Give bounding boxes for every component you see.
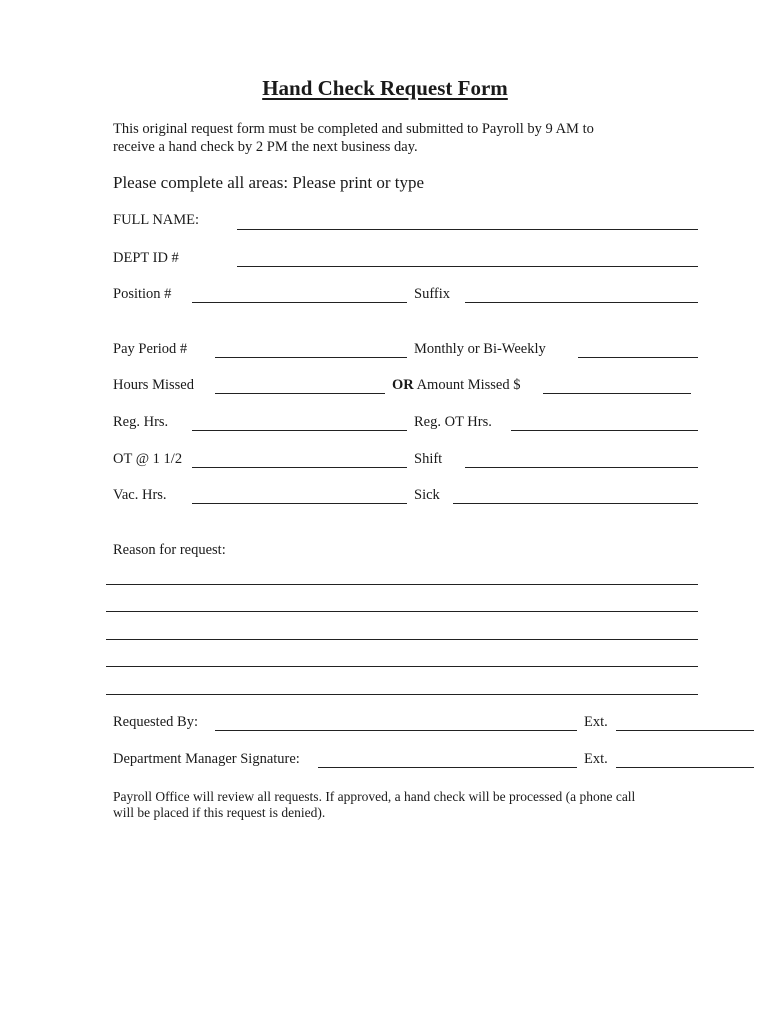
amount-missed-text: Amount Missed $	[413, 377, 521, 393]
footer-note-line-2: will be placed if this request is denied).	[113, 805, 326, 820]
monthly-biweekly-field[interactable]	[578, 357, 698, 358]
requested-by-label: Requested By:	[113, 714, 198, 730]
hours-missed-field[interactable]	[215, 393, 385, 394]
dept-manager-signature-label: Department Manager Signature:	[113, 751, 300, 767]
shift-label: Shift	[414, 451, 443, 467]
suffix-field[interactable]	[465, 302, 698, 303]
amount-missed-label	[392, 377, 521, 394]
ot-label: OT @ 1 1/2	[113, 451, 183, 467]
reason-line-1[interactable]	[106, 584, 698, 585]
ext-label-2: Ext.	[584, 751, 608, 767]
intro-line-2: receive a hand check by 2 PM the next business day.	[113, 139, 418, 155]
dept-id-field[interactable]	[237, 266, 698, 267]
vac-hrs-field[interactable]	[192, 503, 407, 504]
reason-line-4[interactable]	[106, 666, 698, 667]
pay-period-field[interactable]	[215, 357, 407, 358]
reason-label: Reason for request:	[113, 542, 226, 558]
intro-line-1: This original request form must be completed and submitted to Payroll by 9 AM to	[113, 121, 594, 137]
reg-ot-hrs-field[interactable]	[511, 430, 698, 431]
position-label: Position #	[113, 286, 172, 302]
full-name-field[interactable]	[237, 229, 698, 230]
suffix-label: Suffix	[414, 286, 450, 302]
sick-field[interactable]	[453, 503, 698, 504]
sick-label: Sick	[414, 487, 440, 503]
ext-field-1[interactable]	[616, 730, 754, 731]
instructions: Please complete all areas: Please print or type	[113, 173, 425, 192]
amount-missed-field[interactable]	[543, 393, 691, 394]
ot-field[interactable]	[192, 467, 407, 468]
monthly-biweekly-label: Monthly or Bi-Weekly	[414, 341, 546, 357]
reg-hrs-label: Reg. Hrs.	[113, 414, 169, 430]
dept-id-label: DEPT ID #	[113, 250, 179, 266]
reason-line-5[interactable]	[106, 694, 698, 695]
full-name-label: FULL NAME:	[113, 212, 200, 228]
reg-ot-hrs-label: Reg. OT Hrs.	[414, 414, 492, 430]
vac-hrs-label: Vac. Hrs.	[113, 487, 167, 503]
shift-field[interactable]	[465, 467, 698, 468]
reason-line-3[interactable]	[106, 639, 698, 640]
hours-missed-label: Hours Missed	[113, 377, 194, 393]
dept-manager-signature-field[interactable]	[318, 767, 577, 768]
footer-note-line-1: Payroll Office will review all requests. If approved, a hand check will be processed (a phone call	[113, 789, 636, 804]
ext-label-1: Ext.	[584, 714, 608, 730]
pay-period-label: Pay Period #	[113, 341, 188, 357]
or-emphasis: OR	[392, 377, 414, 393]
requested-by-field[interactable]	[215, 730, 577, 731]
position-field[interactable]	[192, 302, 407, 303]
form-title: Hand Check Request Form	[262, 76, 508, 100]
reason-line-2[interactable]	[106, 611, 698, 612]
ext-field-2[interactable]	[616, 767, 754, 768]
reg-hrs-field[interactable]	[192, 430, 407, 431]
